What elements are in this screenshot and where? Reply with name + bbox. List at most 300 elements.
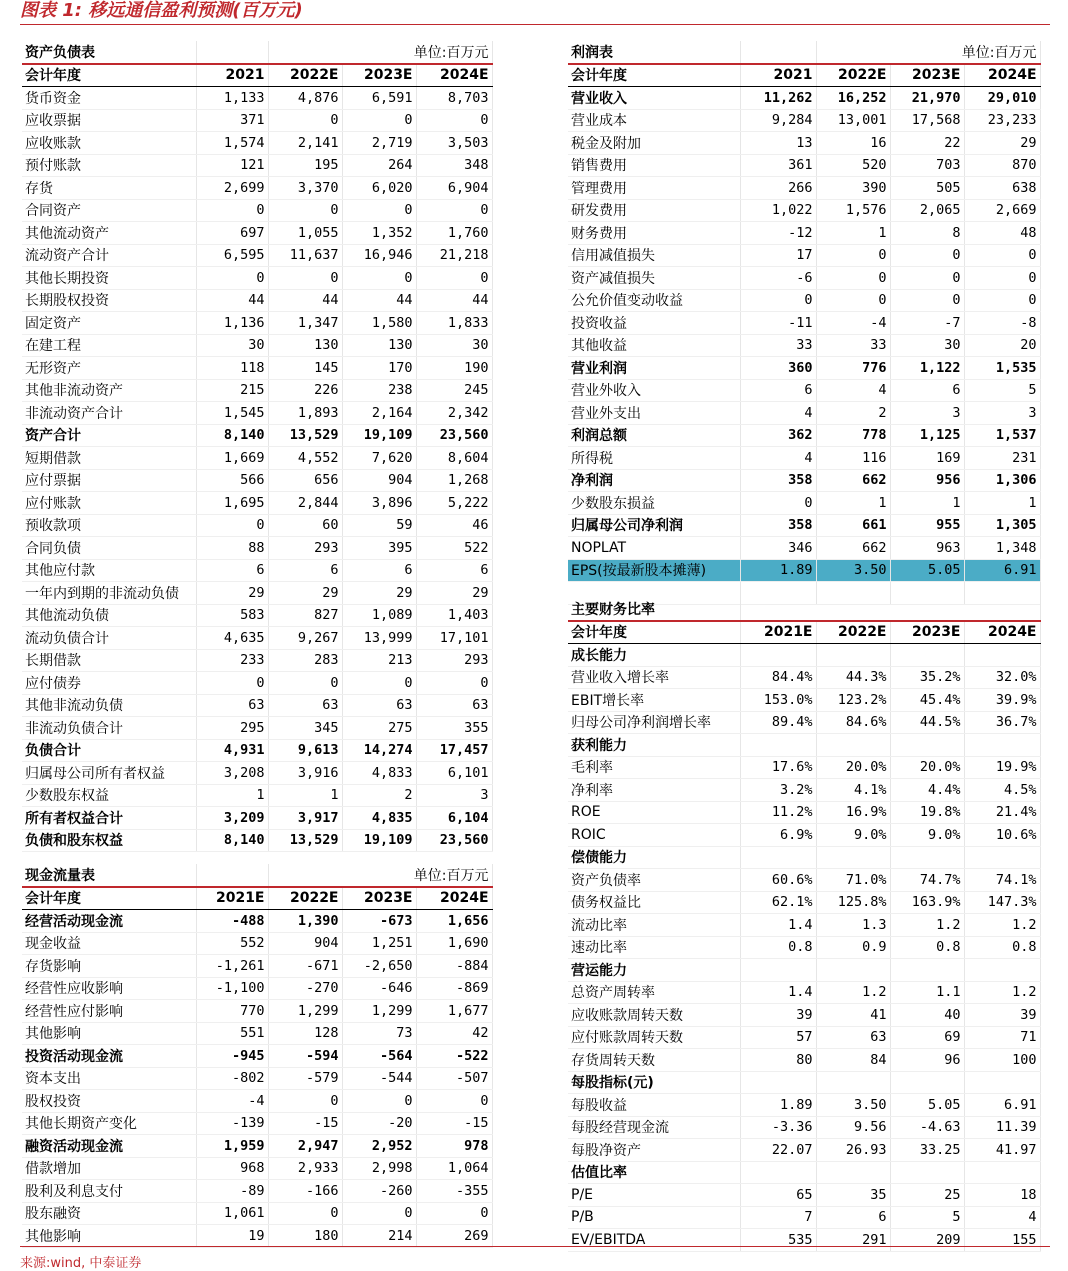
balance_sheet-unit: 单位:百万元 [268,41,492,64]
row-value: 1,299 [268,1000,342,1023]
table-row [568,666,1040,689]
row-value: 29 [342,582,416,605]
row-value: -522 [416,1045,492,1068]
table-row [568,914,1040,937]
row-value: 6,595 [196,244,268,267]
row-value: 522 [416,537,492,560]
row-value: 0 [416,199,492,222]
row-value: -544 [342,1067,416,1090]
row-value: 0.9 [816,936,890,959]
column-header: 2021E [196,887,268,910]
figure-title: 图表 1: 移远通信盈利预测(百万元) [20,0,1050,25]
row-value: 44.3% [816,666,890,689]
row-value: 0 [964,244,1040,267]
row-value: 1,347 [268,312,342,335]
row-label: NOPLAT [568,537,740,560]
row-value: 2,933 [268,1157,342,1180]
row-value: -802 [196,1067,268,1090]
row-value: 1,348 [964,537,1040,560]
row-value: -1,261 [196,955,268,978]
row-value: 520 [816,154,890,177]
table-row [22,109,492,132]
row-label: 获利能力 [568,734,740,757]
row-value: 390 [816,177,890,200]
column-header: 2022E [268,887,342,910]
column-header: 2021 [196,64,268,87]
row-label: 一年内到期的非流动负债 [22,582,196,605]
row-value: 35.2% [890,666,964,689]
row-value: 638 [964,177,1040,200]
row-label: 长期借款 [22,649,196,672]
row-label: 所得税 [568,447,740,470]
row-value: 17,568 [890,109,964,132]
row-value: 13,529 [268,829,342,852]
row-value: 147.3% [964,891,1040,914]
row-value: 9,267 [268,627,342,650]
table-row [568,779,1040,802]
row-value: 23,560 [416,829,492,852]
row-value: 9.0% [890,824,964,847]
row-label: 经营性应收影响 [22,977,196,1000]
row-value: 1.2 [964,981,1040,1004]
row-label: 资本支出 [22,1067,196,1090]
row-label: 非流动资产合计 [22,402,196,425]
row-value: 293 [416,649,492,672]
row-label: 预收款项 [22,514,196,537]
table-row [22,1067,492,1090]
table-row [568,132,1040,155]
row-label: 非流动负债合计 [22,717,196,740]
row-value: 778 [816,424,890,447]
row-value: -355 [416,1180,492,1203]
row-value: 1,893 [268,402,342,425]
row-value: 3,209 [196,807,268,830]
row-value: 3 [964,402,1040,425]
row-value: 4 [816,379,890,402]
row-value: 195 [268,154,342,177]
row-value: 1,390 [268,910,342,933]
row-value: 266 [740,177,816,200]
row-label: 信用减值损失 [568,244,740,267]
row-value: 71.0% [816,869,890,892]
row-value: 770 [196,1000,268,1023]
row-value [890,1161,964,1184]
row-value: 65 [740,1184,816,1207]
row-value: -12 [740,222,816,245]
row-value: -270 [268,977,342,1000]
row-label: 应收账款周转天数 [568,1004,740,1027]
row-value: 26.93 [816,1139,890,1162]
row-value: 346 [740,537,816,560]
column-header: 2023E [342,64,416,87]
row-value: 1,251 [342,932,416,955]
table-row [22,1112,492,1135]
row-label: 股东融资 [22,1202,196,1225]
row-value: 6,020 [342,177,416,200]
row-value: 2,952 [342,1135,416,1158]
table-row [568,1049,1040,1072]
row-label: 利润总额 [568,424,740,447]
row-value: 566 [196,469,268,492]
column-header: 会计年度 [568,64,740,87]
row-value: 1,656 [416,910,492,933]
row-value: 96 [890,1049,964,1072]
row-value [890,846,964,869]
row-label: 归母公司净利润增长率 [568,711,740,734]
table-row [568,1026,1040,1049]
row-value [740,1161,816,1184]
row-value [890,959,964,982]
source-note: 来源:wind, 中泰证券 [20,1246,1050,1271]
row-value: 697 [196,222,268,245]
row-label: 存货周转天数 [568,1049,740,1072]
row-value: 1,089 [342,604,416,627]
table-row [22,955,492,978]
table-row [568,154,1040,177]
row-label: 速动比率 [568,936,740,959]
row-value: 3,896 [342,492,416,515]
row-value: 128 [268,1022,342,1045]
row-value: 60 [268,514,342,537]
row-value [964,644,1040,667]
row-value: 1,669 [196,447,268,470]
cash-flow-table [22,864,493,1248]
row-value: 89.4% [740,711,816,734]
row-value: 44 [196,289,268,312]
row-value: 0 [342,199,416,222]
row-value: 1,760 [416,222,492,245]
row-value: 57 [740,1026,816,1049]
row-value: 16,946 [342,244,416,267]
row-value: 213 [342,649,416,672]
row-value: 0 [342,1202,416,1225]
row-value: 360 [740,357,816,380]
row-value: 348 [416,154,492,177]
row-value: 20 [964,334,1040,357]
row-label: 偿债能力 [568,846,740,869]
row-value: 63 [816,1026,890,1049]
row-value: 18 [964,1184,1040,1207]
row-value: 39.9% [964,689,1040,712]
row-value: 661 [816,514,890,537]
row-label: 应付债券 [22,672,196,695]
row-value: 9.56 [816,1116,890,1139]
row-label: 少数股东权益 [22,784,196,807]
row-value: 358 [740,469,816,492]
row-value: -6 [740,267,816,290]
row-value: 1.2 [816,981,890,1004]
row-value: 0 [268,267,342,290]
row-value: 0 [196,199,268,222]
row-value: 25 [890,1184,964,1207]
row-value: 371 [196,109,268,132]
row-label: 融资活动现金流 [22,1135,196,1158]
row-value: 5 [964,379,1040,402]
row-label: 销售费用 [568,154,740,177]
row-value: 23,560 [416,424,492,447]
row-value: 3,208 [196,762,268,785]
row-label: 归属母公司所有者权益 [22,762,196,785]
row-value: 904 [268,932,342,955]
row-value: -4 [816,312,890,335]
table-row [568,469,1040,492]
table-row [22,627,492,650]
table-row [22,289,492,312]
row-value: 2,998 [342,1157,416,1180]
row-label: ROIC [568,824,740,847]
row-value: 20.0% [890,756,964,779]
row-label: EV/EBITDA [568,1229,740,1252]
row-value: 29 [964,132,1040,155]
row-value: 5,222 [416,492,492,515]
row-label: 少数股东损益 [568,492,740,515]
table-row [568,711,1040,734]
row-label: 归属母公司净利润 [568,514,740,537]
row-label: EBIT增长率 [568,689,740,712]
row-value: 9,284 [740,109,816,132]
balance-sheet-panel [22,41,492,852]
row-value: 978 [416,1135,492,1158]
table-row [568,177,1040,200]
row-value: 0 [342,109,416,132]
row-value [816,959,890,982]
row-value: 100 [964,1049,1040,1072]
row-value: -2,650 [342,955,416,978]
income_statement-title-spacer [740,41,816,64]
row-value: 44 [268,289,342,312]
row-label: 合同负债 [22,537,196,560]
row-label: 资产减值损失 [568,267,740,290]
table-row [568,514,1040,537]
column-header: 2024E [416,887,492,910]
table-row [22,762,492,785]
row-value [740,734,816,757]
table-row [568,379,1040,402]
row-value: 16 [816,132,890,155]
row-value: 23,233 [964,109,1040,132]
row-value: 121 [196,154,268,177]
row-value: -15 [416,1112,492,1135]
row-value: -89 [196,1180,268,1203]
table-row [568,447,1040,470]
row-value: 904 [342,469,416,492]
row-value [740,644,816,667]
row-label: 净利润 [568,469,740,492]
row-value: -15 [268,1112,342,1135]
row-value: 118 [196,357,268,380]
table-row [22,334,492,357]
row-value: 0 [268,199,342,222]
row-value [816,734,890,757]
balance-sheet-table [22,41,493,852]
table-row [568,244,1040,267]
row-label: 流动比率 [568,914,740,937]
row-value: 776 [816,357,890,380]
row-label: 估值比率 [568,1161,740,1184]
row-value: 30 [890,334,964,357]
row-value: 145 [268,357,342,380]
table-row [22,154,492,177]
row-value: 1.1 [890,981,964,1004]
table-row [568,267,1040,290]
income_statement-title-row [568,41,1040,64]
row-value: 4 [964,1206,1040,1229]
income_statement-unit: 单位:百万元 [816,41,1040,64]
row-value: 226 [268,379,342,402]
row-label: 其他非流动资产 [22,379,196,402]
row-value: 2,164 [342,402,416,425]
row-value: -945 [196,1045,268,1068]
row-label: 其他流动资产 [22,222,196,245]
cash_flow-header-row [22,887,492,910]
row-value: 2,947 [268,1135,342,1158]
row-value: 827 [268,604,342,627]
row-value: 1,306 [964,469,1040,492]
table-row [22,807,492,830]
cash_flow-title: 现金流量表 [22,864,196,887]
row-label: 负债合计 [22,739,196,762]
row-value [964,1161,1040,1184]
table-row [568,424,1040,447]
row-value: 8 [890,222,964,245]
row-value: 6 [342,559,416,582]
row-value: 5.05 [890,1094,964,1117]
row-label: 经营活动现金流 [22,910,196,933]
row-value: 163.9% [890,891,964,914]
row-value: 155 [964,1229,1040,1252]
table-row [568,109,1040,132]
row-value: 1,061 [196,1202,268,1225]
table-row [22,1022,492,1045]
row-value: 231 [964,447,1040,470]
row-value: 870 [964,154,1040,177]
row-value: 9.0% [816,824,890,847]
ratios-title-row [568,598,1040,621]
table-row [22,559,492,582]
row-value: 69 [890,1026,964,1049]
row-value: 2 [816,402,890,425]
row-value: 1,305 [964,514,1040,537]
cash_flow-title-spacer [196,864,268,887]
row-value [740,959,816,982]
row-value: 1,299 [342,1000,416,1023]
row-value: 84.6% [816,711,890,734]
row-value: 0 [342,267,416,290]
row-value: 21,970 [890,87,964,110]
column-header: 2021 [740,64,816,87]
row-label: 其他影响 [22,1225,196,1248]
row-value: 238 [342,379,416,402]
table-row [568,289,1040,312]
column-header: 2023E [890,64,964,87]
row-label: 流动资产合计 [22,244,196,267]
table-row [568,644,1040,667]
row-label: 每股经营现金流 [568,1116,740,1139]
row-label: 其他应付款 [22,559,196,582]
row-label: 经营性应付影响 [22,1000,196,1023]
row-value: 16.9% [816,801,890,824]
table-row [22,199,492,222]
row-label: 营业外支出 [568,402,740,425]
row-value: 1,833 [416,312,492,335]
row-value: 1,695 [196,492,268,515]
table-row [22,514,492,537]
row-value: 3.50 [816,1094,890,1117]
row-value: 21,218 [416,244,492,267]
row-label: 现金收益 [22,932,196,955]
row-value: 2,065 [890,199,964,222]
row-value: 0 [416,672,492,695]
row-value: 130 [268,334,342,357]
row-value: 7 [740,1206,816,1229]
row-value: 0 [416,109,492,132]
column-header: 会计年度 [568,621,740,644]
table-row [22,1202,492,1225]
row-value: 0 [740,492,816,515]
row-value: 215 [196,379,268,402]
row-value: 3 [890,402,964,425]
table-row [22,977,492,1000]
row-value: 535 [740,1229,816,1252]
row-value: 291 [816,1229,890,1252]
row-value: 19.9% [964,756,1040,779]
row-label: 预付账款 [22,154,196,177]
row-label: 短期借款 [22,447,196,470]
row-value: -869 [416,977,492,1000]
row-value: 0 [890,289,964,312]
row-label: 成长能力 [568,644,740,667]
row-value: 4.5% [964,779,1040,802]
table-row [568,801,1040,824]
row-value: -4 [196,1090,268,1113]
row-value [816,1161,890,1184]
column-header: 2022E [816,621,890,644]
row-value: 44 [416,289,492,312]
row-value: -671 [268,955,342,978]
row-label: 税金及附加 [568,132,740,155]
row-value: 1,959 [196,1135,268,1158]
row-label: 每股指标(元) [568,1071,740,1094]
column-header: 2022E [816,64,890,87]
row-label: 合同资产 [22,199,196,222]
row-label: 应收票据 [22,109,196,132]
row-value: 17.6% [740,756,816,779]
row-value: 0 [964,267,1040,290]
row-value: 0 [816,244,890,267]
row-value: 1 [964,492,1040,515]
row-value: -488 [196,910,268,933]
table-row [568,1071,1040,1094]
row-label: 营业利润 [568,357,740,380]
row-value: 1,122 [890,357,964,380]
row-value: 19,109 [342,424,416,447]
row-value: 45.4% [890,689,964,712]
row-value: 6.91 [964,1094,1040,1117]
table-row [22,469,492,492]
row-value: 8,703 [416,87,492,110]
row-value: 84.4% [740,666,816,689]
table-row [22,177,492,200]
row-value: 130 [342,334,416,357]
income_statement-title: 利润表 [568,41,740,64]
row-value: 0 [416,267,492,290]
row-label: 债务权益比 [568,891,740,914]
row-value: 2,844 [268,492,342,515]
row-value: -11 [740,312,816,335]
row-value: 35 [816,1184,890,1207]
table-row [568,1161,1040,1184]
row-value: 956 [890,469,964,492]
